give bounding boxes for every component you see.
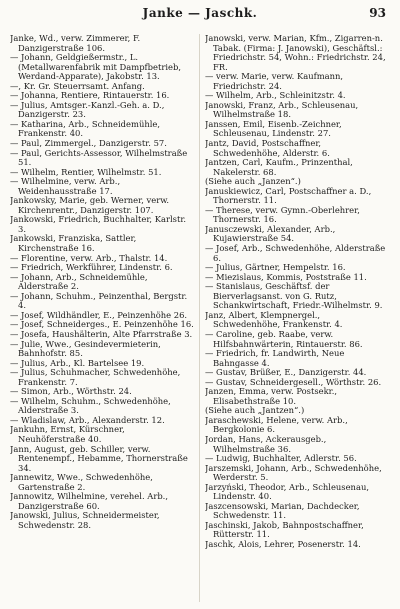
directory-entry: Janssen, Emil, Eisenb.-Zeichner, Schleusenau, Lindenstr. 27. [205,118,342,139]
directory-entry: Jarszemski, Johann, Arb., Schwedenhöhe, Werderstr. 5. [205,462,382,483]
directory-entry: Janzen, Emma, verw. Postsekr., Elisabethstraße 10. [205,386,338,406]
directory-entry: — Gustav, Brüßer, E., Danzigerstr. 44. [205,367,367,378]
directory-entry: Jaszcensowski, Marian, Dachdecker, Schwedenstr. 11. [205,500,360,521]
directory-entry: — Julius, Amtsger.-Kanzl.-Geh. a. D., Danzigerstr. 23. [10,99,165,120]
directory-entry: Jankowski, Franziska, Sattler, Kirchenstraße 16. [10,233,137,254]
directory-entry: — Johann, Schuhm., Peinzenthal, Bergstr. 4. [10,290,188,311]
directory-entry: Jankuhn, Ernst, Kürschner, Neuhöferstraße 40. [10,424,125,444]
directory-entry: — Simon, Arb., Wörthstr. 24. [10,386,132,397]
running-head: Janke — Jaschk. [142,6,258,20]
directory-entry: Janke, Wd., verw. Zimmerer, F. Danzigerstraße 106. [10,34,141,53]
directory-entry: Jarzyński, Theodor, Arb., Schleusenau, Lindenstr. 40. [205,481,370,502]
page-number: 93 [369,6,386,20]
directory-entry: — Florentine, verw. Arb., Thalstr. 14. [10,252,168,263]
directory-entry: — Josef, Arb., Schwedenhöhe, Alderstraße 6. [205,243,386,263]
directory-entry: — Wilhelm, Rentier, Wilhelmstr. 51. [10,166,162,177]
directory-entry: — Johann, Arb., Schneidemühle, Alderstraße 2. [10,271,148,292]
directory-entry: Jankowsky, Marie, geb. Werner, verw. Kirchenrentr., Danzigerstr. 107. [10,195,170,215]
directory-entry: — Friedrich, fr. Landwirth, Neue Bahngasse 4. [205,348,345,368]
directory-entry: — Therese, verw. Gymn.-Oberlehrer, Thornerstr. 16. [205,204,360,225]
directory-entry: Jantzen, Carl, Kaufm., Prinzenthal, Nakelerstr. 68. [205,157,353,177]
directory-entry: Janusczewski, Alexander, Arb., Kujawierstraße 54. [205,223,336,244]
left-column [10,34,194,606]
directory-entry: —, Kr. Gr. Steuerrsamt. Anfang. [10,80,145,91]
directory-entry: — Josef, Schneiderges., E. Peinzenhöhe 16. [10,319,194,330]
directory-entry: — Katharina, Arb., Schneidemühle, Frankenstr. 40. [10,118,161,139]
directory-entry: — Paul, Zimmergel., Danzigerstr. 57. [10,138,167,149]
directory-entry: — Miezislaus, Kommis, Poststraße 11. [205,271,367,282]
directory-entry: Janowski, verw. Marian, Kfm., Zigarren-n. Tabak. (Firma: J. Janowski), Geschäftsl.: Friedrichstr. 54, Wohn.: Friedrichstr. 24, FR. [205,34,386,72]
directory-entry: — Josefa, Haushälterin, Alte Pfarrstraße 3. [10,328,193,339]
directory-entry: — Paul, Gerichts-Assessor, Wilhelmstraße 51. [10,147,188,168]
directory-entry: — Caroline, geb. Raabe, verw. Hilfsbahnwärterin, Rintauerstr. 86. [205,328,363,349]
directory-entry: — Wilhelmine, verw. Arb., Weidenhausstraße 17. [10,176,121,196]
directory-entry: Jaschk, Alois, Lehrer, Posenerstr. 14. [205,538,361,549]
directory-entry: Jannewitz, Wwe., Schwedenhöhe, Gartenstraße 2. [10,472,153,492]
directory-entry: Jordan, Hans, Ackerausgeb., Wilhelmstraße 36. [205,433,327,454]
directory-entry: — Wilhelm, Schuhm., Schwedenhöhe, Alderstraße 3. [10,395,171,416]
directory-entry: Jaschinski, Jakob, Bahnpostschaffner, Rütterstr. 11. [205,519,364,540]
directory-entry: Jaraschewski, Helene, verw. Arb., Bergkolonie 6. [205,414,348,435]
directory-entry: — Gustav, Schneidergesell., Wörthstr. 26. [205,376,382,387]
directory-entry: — Julius, Gärtner, Hempelstr. 16. [205,262,346,273]
directory-entry: — Julius, Arb., Kl. Bartelsee 19. [10,357,145,368]
directory-entry: Jannowitz, Wilhelmine, verehel. Arb., Danzigerstraße 60. [10,491,169,511]
directory-entry: — Julie, Wwe., Gesindevermieterin, Bahnhofstr. 85. [10,338,161,359]
directory-entry: — Stanislaus, Geschäftsf. der Bierverlagsanst. von G. Rutz, Schankwirtschaft, Friedr.-Wilhelmstr. 9. [205,281,383,311]
right-column [205,34,389,606]
directory-entry: Jankowski, Friedrich, Buchhalter, Karlstr. 3. [10,214,187,234]
directory-entry: — Friedrich, Werkführer, Lindenstr. 6. [10,262,173,273]
directory-entry: Janowski, Julius, Schneidermeister, Schwedenstr. 28. [10,510,160,530]
directory-entry: — verw. Marie, verw. Kaufmann, Friedrichstr. 24. [205,71,344,91]
directory-entry: — Julius, Schuhmacher, Schwedenhöhe, Frankenstr. 7. [10,367,181,387]
directory-entry: Januskiewicz, Carl, Postschaffner a. D., Thornerstr. 11. [205,185,372,206]
directory-entry: — Ludwig, Buchhalter, Adlerstr. 56. [205,453,357,464]
page-header [0,6,400,26]
directory-entry: — Johann, Geldgießermstr., L. (Metallwarenfabrik mit Dampfbetrieb, Werdand-Apparate), Jakobstr. 13. [10,52,182,82]
column-divider [199,34,200,602]
directory-entry: Jantz, David, Postschaffner, Schwedenhöhe, Alderstr. 6. [205,138,330,158]
directory-entry: Janz, Albert, Klempnergel., Schwedenhöhe, Frankenstr. 4. [205,309,343,330]
directory-entry: — Wilhelm, Arb., Schleinitzstr. 4. [205,90,346,101]
directory-entry: (Siehe auch „Jantzen“.) [205,405,305,416]
directory-entry: — Johanna, Rentiere, Rintauerstr. 16. [10,90,170,101]
directory-entry: (Siehe auch „Janzen“.) [205,176,301,187]
directory-entry: — Wladislaw, Arb., Alexanderstr. 12. [10,414,165,425]
directory-entry: Janowski, Franz, Arb., Schleusenau, Wilhelmstraße 18. [205,99,359,120]
directory-entry: — Josef, Wildhändler, E., Peinzenhöhe 26. [10,309,188,320]
directory-entry: Jann, August, geb. Schiller, verw. Rentenempf., Hebamme, Thornerstraße 34. [10,443,188,473]
